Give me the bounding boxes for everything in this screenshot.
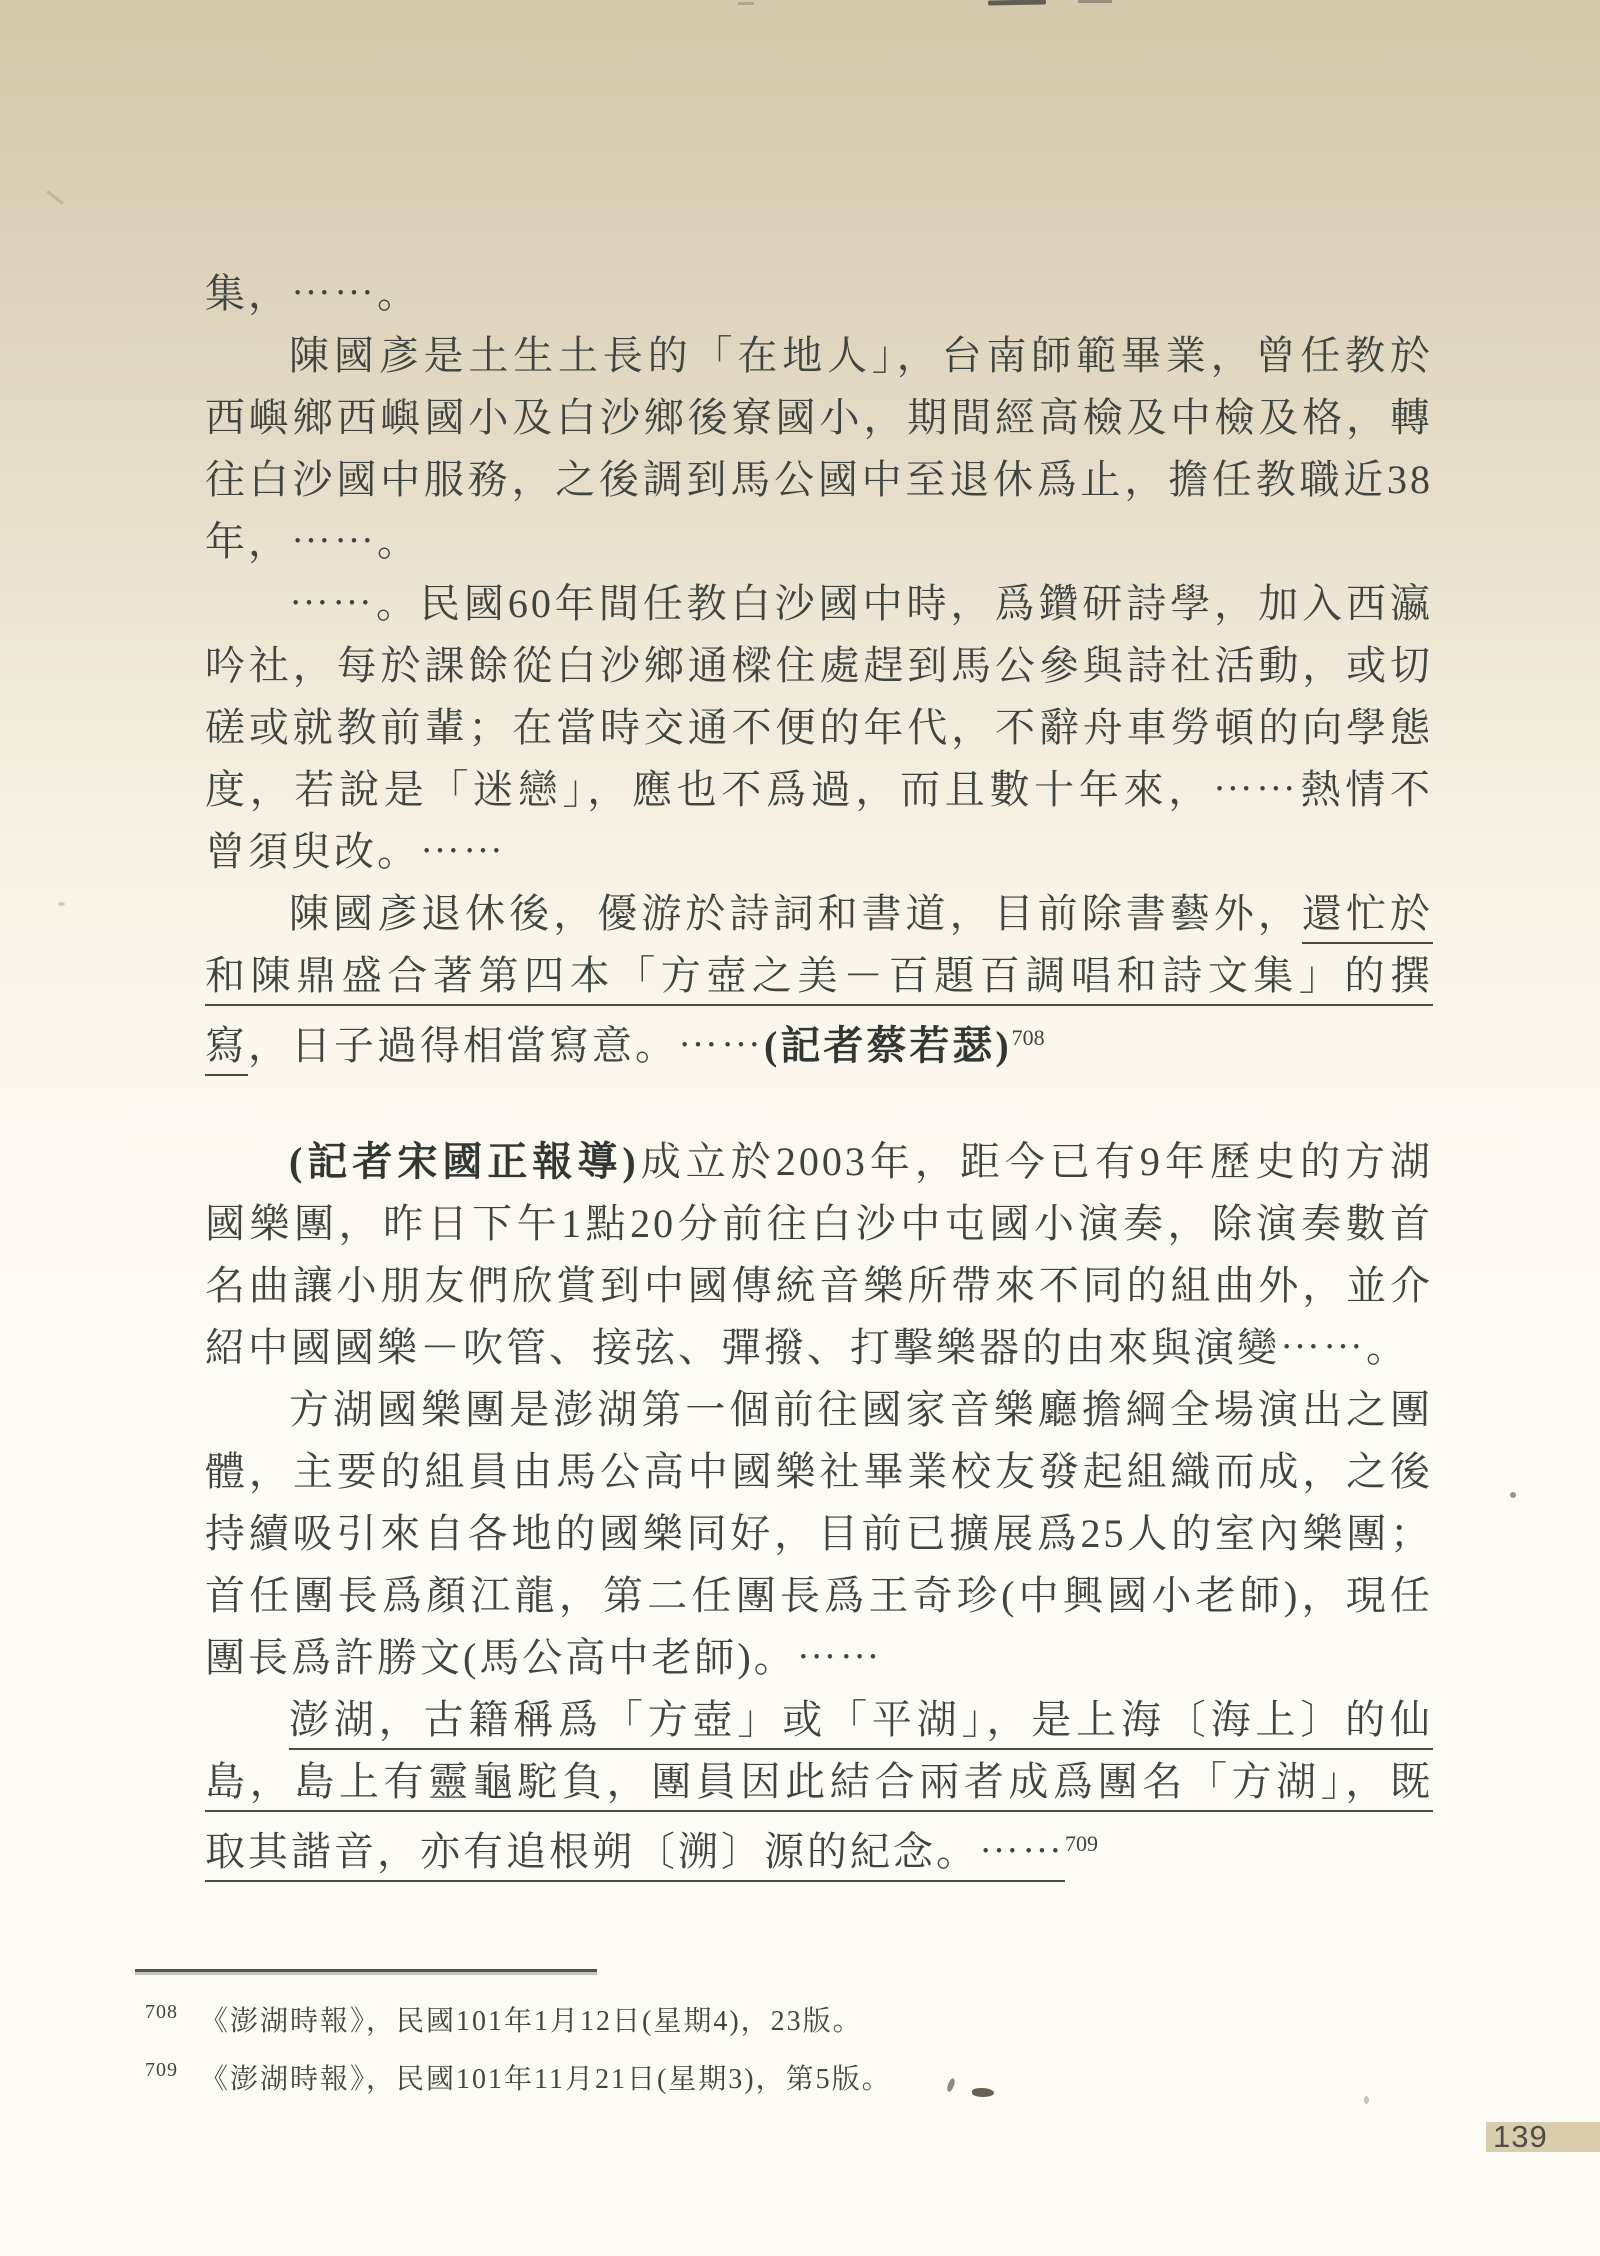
- text-segment: 年，⋯⋯。: [205, 519, 420, 564]
- text-segment: 寫: [205, 1023, 248, 1076]
- text-segment: 往白沙國中服務，之後調到馬公國中至退休爲止，擔任教職近38: [205, 457, 1433, 502]
- text-line: [205, 1441, 1433, 1503]
- text-segment: 陳國彥退休後，優游於詩詞和書道，目前除書藝外，: [289, 891, 1302, 936]
- text-line: [205, 1007, 1433, 1069]
- text-segment: 西嶼鄉西嶼國小及白沙鄉後寮國小，期間經高檢及中檢及格，轉: [205, 395, 1433, 440]
- text-line: [205, 449, 1433, 511]
- text-segment: 名曲讓小朋友們欣賞到中國傳統音樂所帶來不同的組曲外，並介: [205, 1263, 1433, 1308]
- scan-streak-icon: [1078, 0, 1112, 3]
- footnote-item: [145, 1983, 1345, 2041]
- text-segment: 國樂團，昨日下午1點20分前往白沙中屯國小演奏，除演奏數首: [205, 1201, 1433, 1246]
- text-line: [205, 1379, 1433, 1441]
- text-segment: 體，主要的組員由馬公高中國樂社畢業校友發起組織而成，之後: [205, 1449, 1433, 1494]
- text-segment: 磋或就教前輩；在當時交通不便的年代，不辭舟車勞頓的向學態: [205, 705, 1433, 750]
- text-segment: ⋯⋯。民國60年間任教白沙國中時，爲鑽研詩學，加入西瀛: [289, 581, 1433, 626]
- page-number: 139: [1493, 2119, 1548, 2154]
- footnotes: [145, 1983, 1345, 2099]
- text-line: [205, 1131, 1433, 1193]
- scan-streak-icon: [738, 2, 754, 5]
- body-text-block: [205, 263, 1433, 1875]
- footnote-text: 《澎湖時報》，民國101年11月21日(星期3)，第5版。: [200, 2064, 892, 2095]
- footnote-reference: 708: [1011, 1025, 1045, 1050]
- text-line: [205, 945, 1433, 1007]
- text-segment: 還忙於: [1302, 891, 1433, 944]
- text-segment: 陳國彥是土生土長的「在地人」，台南師範畢業，曾任教於: [289, 333, 1433, 378]
- text-line: [205, 387, 1433, 449]
- footnote-marker: 709: [145, 2059, 178, 2081]
- text-line: [205, 883, 1433, 945]
- text-line: [205, 1627, 1433, 1689]
- scan-crease-icon: [46, 190, 64, 205]
- footnote-separator: [135, 1969, 597, 1972]
- text-line: [205, 1317, 1433, 1379]
- text-segment: 和陳鼎盛合著第四本「方壺之美－百題百調唱和詩文集」的撰: [205, 953, 1433, 1006]
- text-line: [205, 573, 1433, 635]
- text-segment: 度，若說是「迷戀」，應也不爲過，而且數十年來，⋯⋯熱情不: [205, 767, 1433, 812]
- text-segment: 島，島上有靈龜駝負，團員因此結合兩者成爲團名「方湖」，既: [205, 1759, 1433, 1812]
- text-line: [205, 821, 1433, 883]
- footnote-text: 《澎湖時報》，民國101年1月12日(星期4)，23版。: [200, 2006, 863, 2037]
- text-line: [205, 1813, 1433, 1875]
- text-line: [205, 511, 1433, 573]
- text-line: [205, 1689, 1433, 1751]
- scan-speck-icon: [1510, 1492, 1516, 1498]
- text-line: [205, 1193, 1433, 1255]
- text-segment: 吟社，每於課餘從白沙鄉通樑住處趕到馬公參與詩社活動，或切: [205, 643, 1433, 688]
- text-line: [205, 1255, 1433, 1317]
- text-line: [205, 635, 1433, 697]
- scan-speck-icon: [1364, 2096, 1369, 2104]
- scan-speck-icon: [58, 902, 65, 906]
- text-segment: 團長爲許勝文(馬公高中老師)。⋯⋯: [205, 1635, 883, 1680]
- text-line: [205, 325, 1433, 387]
- text-segment: ，日子過得相當寫意。⋯⋯: [248, 1023, 764, 1068]
- text-segment: 曾須臾改。⋯⋯: [205, 829, 506, 874]
- text-line: [205, 263, 1433, 325]
- text-segment: 取其諧音，亦有追根朔〔溯〕源的紀念。⋯⋯: [205, 1829, 1065, 1882]
- text-segment: 集，⋯⋯。: [205, 271, 420, 316]
- footnote-reference: 709: [1065, 1831, 1098, 1856]
- text-segment: 成立於2003年，距今已有9年歷史的方湖: [638, 1139, 1434, 1184]
- text-segment: (記者蔡若瑟): [764, 1023, 1012, 1068]
- text-segment: 首任團長爲顏江龍，第二任團長爲王奇珍(中興國小老師)，現任: [205, 1573, 1433, 1618]
- page-number-badge: [1486, 2119, 1600, 2154]
- text-line: [205, 1751, 1433, 1813]
- text-segment: 紹中國國樂－吹管、接弦、彈撥、打擊樂器的由來與演變⋯⋯。: [205, 1325, 1409, 1370]
- text-segment: 澎湖，古籍稱爲「方壺」或「平湖」，是上海〔海上〕的仙: [289, 1697, 1433, 1750]
- text-segment: (記者宋國正報導): [289, 1139, 639, 1184]
- scan-streak-icon: [988, 0, 1046, 6]
- text-line: [205, 1565, 1433, 1627]
- text-line: [205, 1503, 1433, 1565]
- footnote-item: [145, 2041, 1345, 2099]
- text-segment: 持續吸引來自各地的國樂同好，目前已擴展爲25人的室內樂團；: [205, 1511, 1433, 1556]
- text-line: [205, 759, 1433, 821]
- footnote-marker: 708: [145, 2001, 178, 2023]
- text-line: [205, 697, 1433, 759]
- text-segment: 方湖國樂團是澎湖第一個前往國家音樂廳擔綱全場演出之團: [289, 1387, 1433, 1432]
